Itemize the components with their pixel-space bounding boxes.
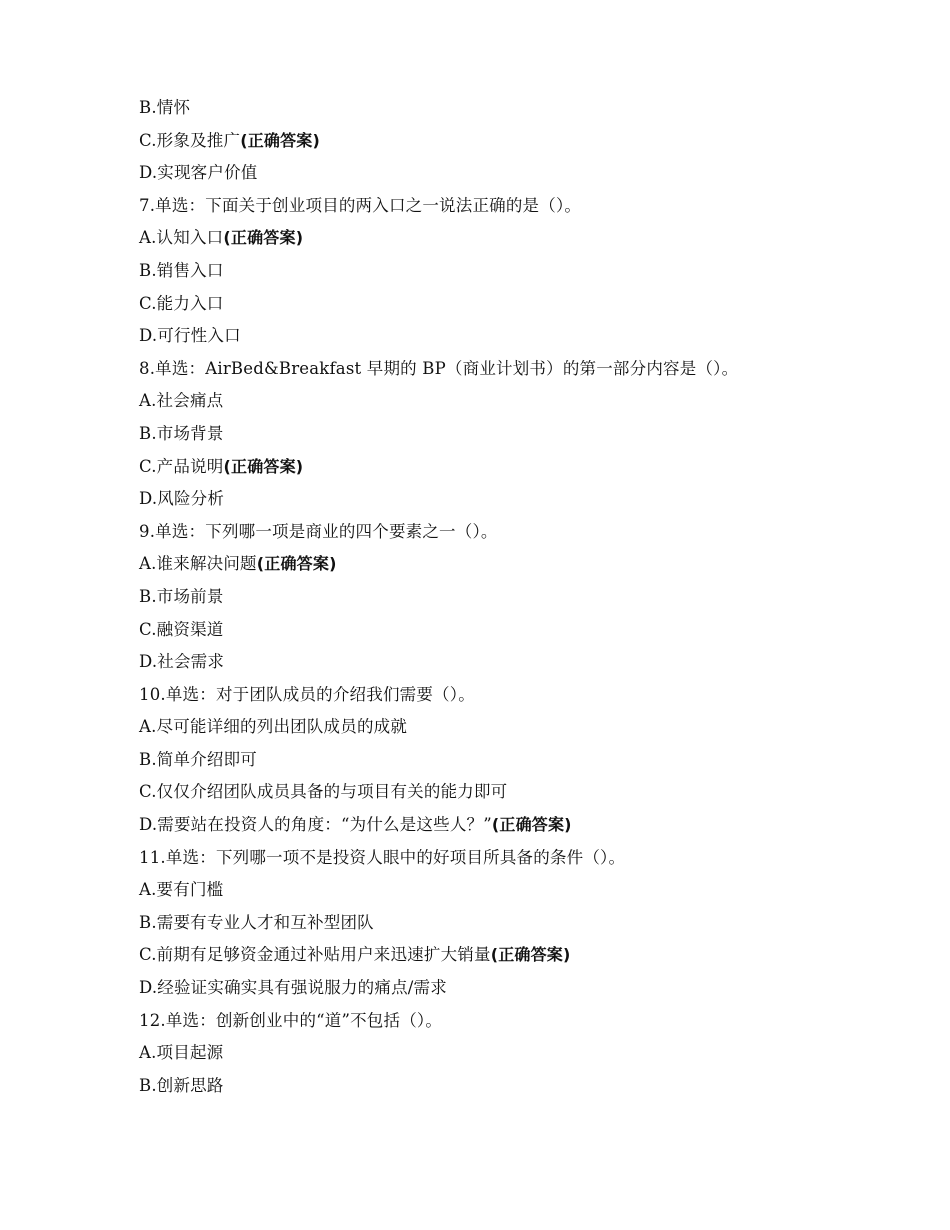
line-text: C.能力入口 <box>139 293 224 313</box>
line-text: D.风险分析 <box>139 489 225 509</box>
option-line <box>139 483 919 516</box>
option-line <box>139 255 919 288</box>
option-line <box>139 385 919 418</box>
correct-answer-tag: (正确答案) <box>223 228 304 248</box>
line-text: B.需要有专业人才和互补型团队 <box>139 912 374 932</box>
line-text: B.简单介绍即可 <box>139 749 257 769</box>
option-line <box>139 288 919 321</box>
option-line <box>139 711 919 744</box>
line-text: B.市场背景 <box>139 423 224 443</box>
option-line <box>139 222 919 255</box>
question-line <box>139 516 919 549</box>
line-text: C.产品说明 <box>139 456 224 476</box>
option-line <box>139 1037 919 1070</box>
option-line <box>139 157 919 190</box>
option-line <box>139 744 919 777</box>
line-text: C.仅仅介绍团队成员具备的与项目有关的能力即可 <box>139 782 508 802</box>
option-line <box>139 1070 919 1103</box>
line-text: D.经验证实确实具有强说服力的痛点/需求 <box>139 978 447 998</box>
question-line <box>139 190 919 223</box>
line-text: B.创新思路 <box>139 1075 224 1095</box>
line-text: A.项目起源 <box>139 1043 224 1063</box>
line-text: 9.单选：下列哪一项是商业的四个要素之一（）。 <box>139 521 498 541</box>
line-text: A.尽可能详细的列出团队成员的成就 <box>139 717 408 737</box>
option-line <box>139 581 919 614</box>
option-line <box>139 972 919 1005</box>
line-text: C.形象及推广 <box>139 130 241 150</box>
line-text: D.需要站在投资人的角度：“为什么是这些人？” <box>139 815 492 835</box>
line-text: A.要有门槛 <box>139 880 224 900</box>
line-text: B.市场前景 <box>139 586 224 606</box>
correct-answer-tag: (正确答案) <box>223 456 304 476</box>
option-line <box>139 548 919 581</box>
option-line <box>139 646 919 679</box>
line-text: 10.单选：对于团队成员的介绍我们需要（）。 <box>139 684 475 704</box>
correct-answer-tag: (正确答案) <box>240 130 321 150</box>
question-line <box>139 679 919 712</box>
line-text: B.销售入口 <box>139 260 224 280</box>
line-text: A.社会痛点 <box>139 391 224 411</box>
line-text: C.前期有足够资金通过补贴用户来迅速扩大销量 <box>139 945 491 965</box>
option-line <box>139 418 919 451</box>
question-list <box>139 92 919 1102</box>
option-line <box>139 125 919 158</box>
option-line <box>139 320 919 353</box>
line-text: A.谁来解决问题 <box>139 554 257 574</box>
correct-answer-tag: (正确答案) <box>491 815 572 835</box>
option-line <box>139 614 919 647</box>
question-line <box>139 353 919 386</box>
line-text: D.实现客户价值 <box>139 163 258 183</box>
option-line <box>139 809 919 842</box>
question-line <box>139 842 919 875</box>
option-line <box>139 907 919 940</box>
line-text: A.认知入口 <box>139 228 224 248</box>
option-line <box>139 776 919 809</box>
correct-answer-tag: (正确答案) <box>256 554 337 574</box>
line-text: 12.单选：创新创业中的“道”不包括（）。 <box>139 1010 443 1030</box>
line-text: D.可行性入口 <box>139 326 241 346</box>
line-text: 8.单选：AirBed&Breakfast 早期的 BP（商业计划书）的第一部分内容是（）。 <box>139 358 739 378</box>
line-text: D.社会需求 <box>139 652 225 672</box>
line-text: C.融资渠道 <box>139 619 224 639</box>
line-text: B.情怀 <box>139 98 191 117</box>
option-line <box>139 451 919 484</box>
question-line <box>139 1005 919 1038</box>
line-text: 11.单选：下列哪一项不是投资人眼中的好项目所具备的条件（）。 <box>139 847 626 867</box>
option-line <box>139 92 919 125</box>
line-text: 7.单选：下面关于创业项目的两入口之一说法正确的是（）。 <box>139 195 582 215</box>
correct-answer-tag: (正确答案) <box>490 945 571 965</box>
option-line <box>139 874 919 907</box>
option-line <box>139 939 919 972</box>
